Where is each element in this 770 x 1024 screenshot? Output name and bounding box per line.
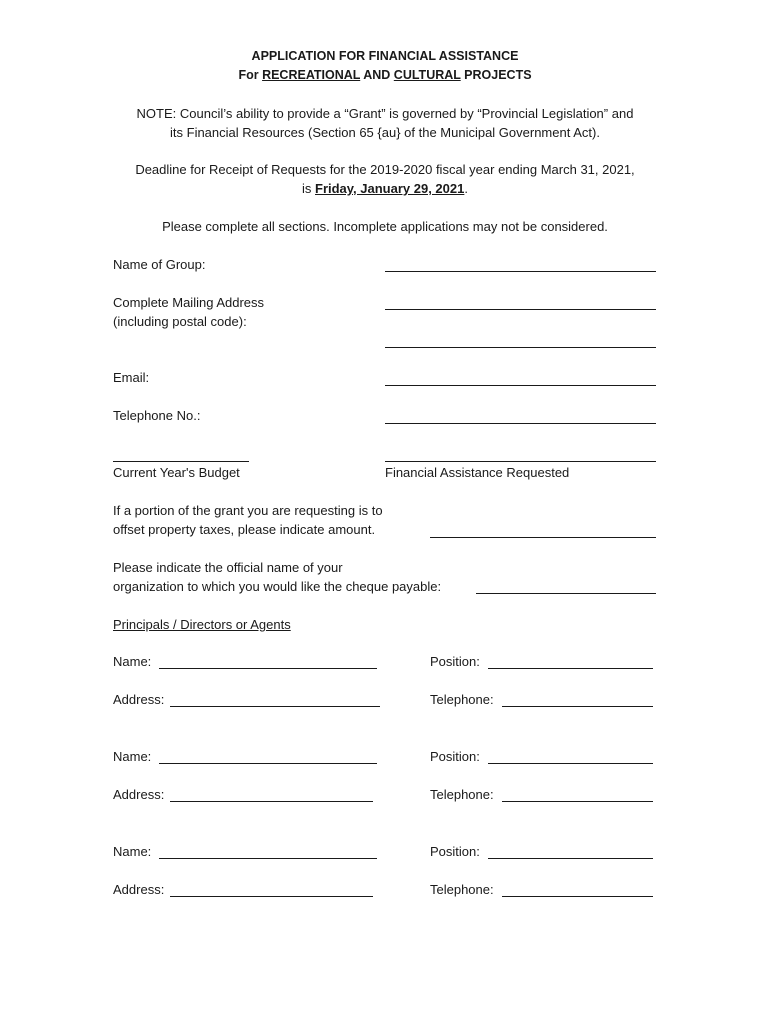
principal-3-telephone-field[interactable] (502, 896, 653, 897)
mailing-address-sublabel: (including postal code): (113, 314, 247, 329)
name-of-group-field[interactable] (385, 271, 656, 272)
principal-3-position-field[interactable] (488, 858, 653, 859)
financial-requested-label: Financial Assistance Requested (385, 465, 570, 480)
principal-2-telephone-field[interactable] (502, 801, 653, 802)
principal-2-position-field[interactable] (488, 763, 653, 764)
deadline-line-2: is Friday, January 29, 2021. (302, 181, 468, 196)
email-field[interactable] (385, 385, 656, 386)
note-line-2: its Financial Resources (Section 65 {au} of the Municipal Government Act). (170, 125, 600, 140)
note-line-1: NOTE: Council’s ability to provide a “Grant” is governed by “Provincial Legislation” and (136, 106, 634, 121)
principal-3-name-field[interactable] (159, 858, 377, 859)
principal-2-telephone-label: Telephone: (430, 787, 494, 802)
principal-1-position-label: Position: (430, 654, 480, 669)
mailing-address-field-2[interactable] (385, 347, 656, 348)
principal-1-name-label: Name: (113, 654, 152, 669)
cheque-label-1: Please indicate the official name of your (113, 560, 343, 575)
deadline-line-1: Deadline for Receipt of Requests for the 2019-2020 fiscal year ending March 31, 2021, (135, 162, 635, 177)
telephone-label: Telephone No.: (113, 408, 201, 423)
principal-2-position-label: Position: (430, 749, 480, 764)
principal-3-name-label: Name: (113, 844, 152, 859)
mailing-address-label: Complete Mailing Address (113, 295, 265, 310)
principal-2-address-field[interactable] (170, 801, 373, 802)
principal-3-address-label: Address: (113, 882, 165, 897)
financial-requested-field[interactable] (385, 461, 656, 462)
principal-1-address-label: Address: (113, 692, 165, 707)
current-budget-label: Current Year's Budget (113, 465, 240, 480)
principal-1-address-field[interactable] (170, 706, 380, 707)
principal-1-telephone-label: Telephone: (430, 692, 494, 707)
property-tax-label-1: If a portion of the grant you are requesting is to (113, 503, 383, 518)
principal-3-position-label: Position: (430, 844, 480, 859)
principal-1-name-field[interactable] (159, 668, 377, 669)
principal-2-name-field[interactable] (159, 763, 377, 764)
email-label: Email: (113, 370, 150, 385)
property-tax-field[interactable] (430, 537, 656, 538)
recreational-word: RECREATIONAL (262, 68, 361, 82)
telephone-field[interactable] (385, 423, 656, 424)
instructions-text: Please complete all sections. Incomplete applications may not be considered. (162, 219, 608, 234)
form-subtitle: For RECREATIONAL AND CULTURAL PROJECTS (238, 68, 532, 82)
cultural-word: CULTURAL (393, 68, 461, 82)
principal-1-position-field[interactable] (488, 668, 653, 669)
cheque-label-2: organization to which you would like the cheque payable: (113, 579, 442, 594)
mailing-address-field-1[interactable] (385, 309, 656, 310)
principal-3-address-field[interactable] (170, 896, 373, 897)
form-title: APPLICATION FOR FINANCIAL ASSISTANCE (251, 49, 519, 63)
principal-1-telephone-field[interactable] (502, 706, 653, 707)
principal-2-address-label: Address: (113, 787, 165, 802)
cheque-payable-field[interactable] (476, 593, 656, 594)
current-budget-field[interactable] (113, 461, 249, 462)
principals-heading: Principals / Directors or Agents (113, 617, 291, 632)
principal-2-name-label: Name: (113, 749, 152, 764)
principal-3-telephone-label: Telephone: (430, 882, 494, 897)
name-of-group-label: Name of Group: (113, 257, 206, 272)
property-tax-label-2: offset property taxes, please indicate amount. (113, 522, 376, 537)
deadline-date: Friday, January 29, 2021 (315, 181, 465, 196)
